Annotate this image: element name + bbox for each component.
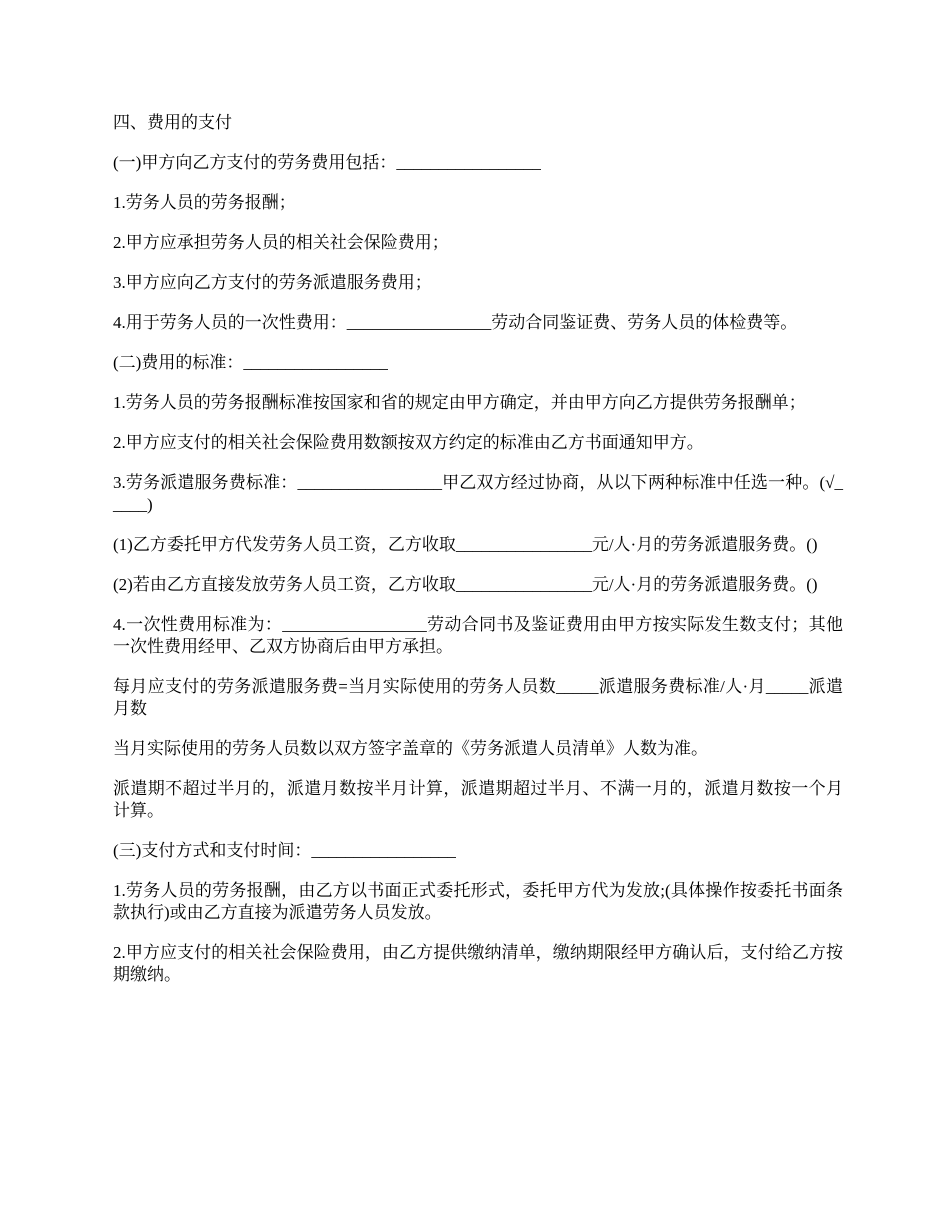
paragraph: 4.一次性费用标准为：_________________劳动合同书及鉴证费用由甲方按实际发生数支付；其他一次性费用经甲、乙双方协商后由甲方承担。 bbox=[113, 615, 843, 656]
paragraph: 3.甲方应向乙方支付的劳务派遣服务费用； bbox=[113, 273, 432, 292]
paragraph: 1.劳务人员的劳务报酬； bbox=[113, 193, 296, 212]
paragraph: (二)费用的标准：_________________ bbox=[113, 353, 388, 372]
paragraph: 当月实际使用的劳务人员数以双方签字盖章的《劳务派遣人员清单》人数为准。 bbox=[113, 739, 708, 758]
section-heading: 四、费用的支付 bbox=[113, 113, 232, 132]
paragraph: 4.用于劳务人员的一次性费用：_________________劳动合同鉴证费、劳务人员的体检费等。 bbox=[113, 313, 798, 332]
paragraph: 1.劳务人员的劳务报酬标准按国家和省的规定由甲方确定，并由甲方向乙方提供劳务报酬单； bbox=[113, 393, 806, 412]
paragraph: 1.劳务人员的劳务报酬，由乙方以书面正式委托形式，委托甲方代为发放;(具体操作按委托书面条款执行)或由乙方直接为派遣劳务人员发放。 bbox=[113, 881, 843, 922]
paragraph: (2)若由乙方直接发放劳务人员工资，乙方收取________________元/人·月的劳务派遣服务费。() bbox=[113, 575, 818, 594]
paragraph: 2.甲方应承担劳务人员的相关社会保险费用； bbox=[113, 233, 449, 252]
paragraph: (三)支付方式和支付时间：_________________ bbox=[113, 841, 456, 860]
paragraph: (1)乙方委托甲方代发劳务人员工资，乙方收取________________元/人·月的劳务派遣服务费。() bbox=[113, 535, 818, 554]
paragraph: 2.甲方应支付的相关社会保险费用数额按双方约定的标准由乙方书面通知甲方。 bbox=[113, 433, 704, 452]
paragraph: 每月应支付的劳务派遣服务费=当月实际使用的劳务人员数_____派遣服务费标准/人·月_____派遣月数 bbox=[113, 677, 843, 718]
document-body bbox=[113, 112, 843, 1004]
paragraph: 派遣期不超过半月的，派遣月数按半月计算，派遣期超过半月、不满一月的，派遣月数按一个月计算。 bbox=[113, 779, 843, 820]
paragraph: (一)甲方向乙方支付的劳务费用包括：_________________ bbox=[113, 153, 541, 172]
paragraph: 2.甲方应支付的相关社会保险费用，由乙方提供缴纳清单，缴纳期限经甲方确认后，支付给乙方按期缴纳。 bbox=[113, 943, 843, 984]
paragraph: 3.劳务派遣服务费标准：_________________甲乙双方经过协商，从以下两种标准中任选一种。(√_____) bbox=[113, 473, 843, 514]
